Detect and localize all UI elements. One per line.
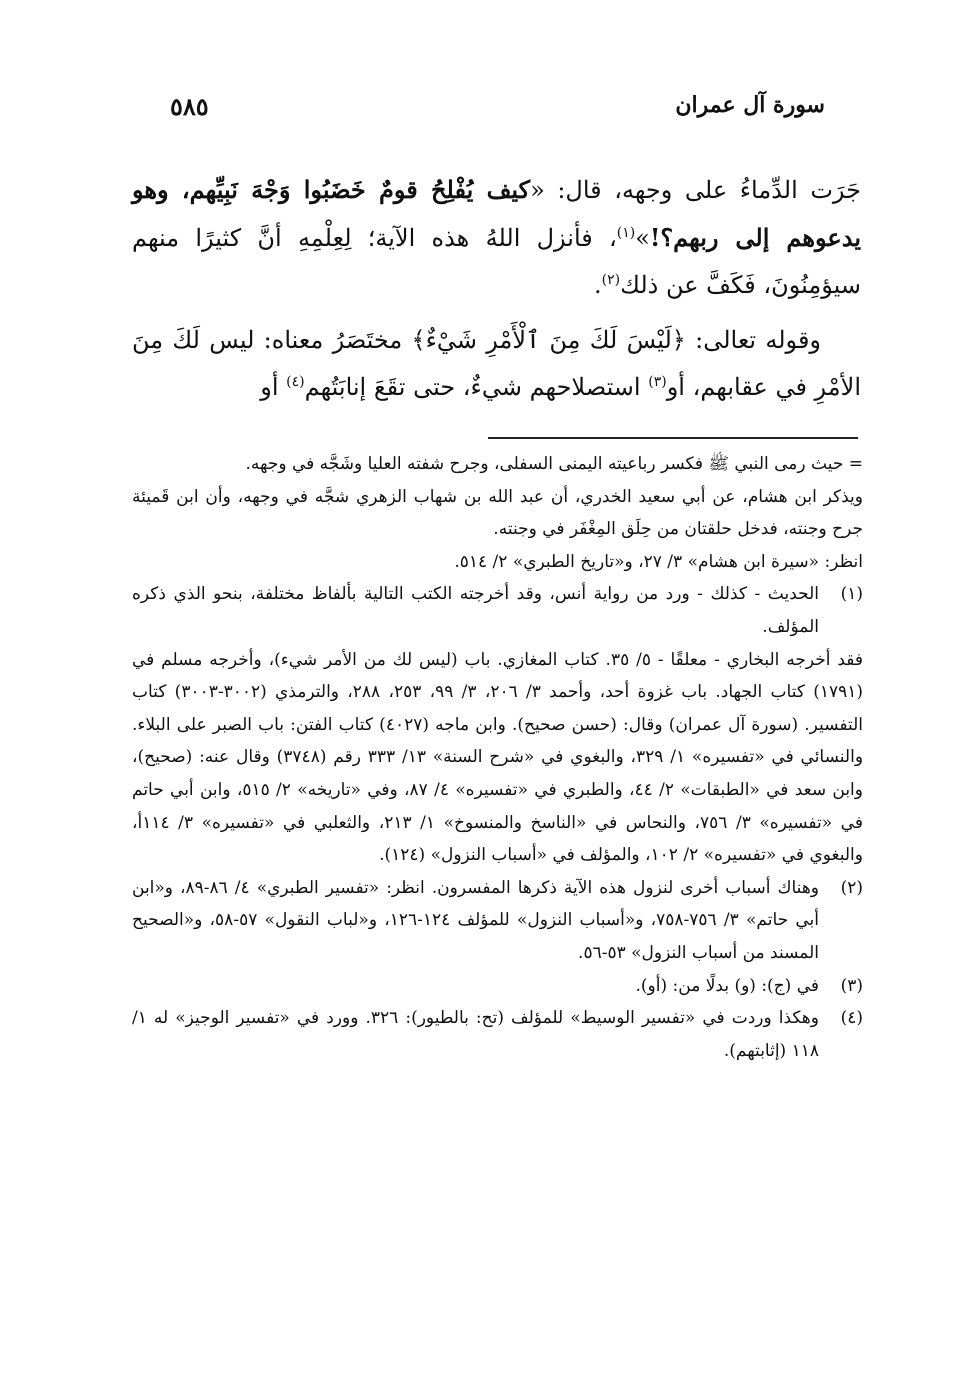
footnote-text: الحديث - كذلك - ورد من رواية أنس، وقد أخرجته الكتب التالية بألفاظ مختلفة، بنحو الذي ذكره المؤلف. [132,584,819,637]
text-run: . [594,271,602,299]
footnote-ref-2[interactable]: (٢) [601,272,621,288]
footnote-text: وهناك أسباب أخرى لنزول هذه الآية ذكرها المفسرون. انظر: «تفسير الطبري» ٤/ ٨٦-٨٩، و«ابن أبي حاتم» ٣/ ٧٥٦-٧٥٨، و«أسباب النزول» للمؤلف ١٢٤-١٢٦، و«لباب النقول» ٥٧-٥٨، و«الصحيح المسند من أسباب النزول» ٥٣-٥٦. [132,877,819,963]
text-run: ، فأنزل اللهُ هذه الآية؛ لِعِلْمِهِ أنَّ كثيرًا منهم سيؤمِنُونَ، فَكَفَّ عن ذلك [132,224,861,299]
footnote-number: (٢) [840,877,863,898]
text-run: استصلاحهم شيءٌ، حتى تقَعَ إنابَتُهم [304,373,649,401]
footnote-1 [132,578,863,643]
footnote-separator [488,437,858,439]
footnote-number: (٣) [840,975,863,996]
surah-title: سورة آل عمران [675,92,825,118]
page-header [150,92,825,136]
footnote-text: فقد أخرجه البخاري - معلقًا - ٥/ ٣٥. كتاب المغازي. باب (ليس لك من الأمر شيء)، وأخرجه مسلم في (١٧٩١) كتاب الجهاد. باب غزوة أحد، وأحمد ٣/ ٢٠٦، ٣/ ٩٩، ٢٥٣، ٢٨٨، والترمذي (٣٠٠٢-٣٠٠٣) كتاب التفسير. (سورة آل عمران) وقال: (حسن صحيح). وابن ماجه (٤٠٢٧) كتاب الفتن: باب الصبر على البلاء. والنسائي في «تفسيره» ١/ ٣٢٩، والبغوي في «شرح السنة» ١٣/ ٣٣٣ رقم (٣٧٤٨) وقال عنه: (صحيح)، وابن سعد في «الطبقات» ٢/ ٤٤، والطبري في «تفسيره» ٤/ ٨٧، وفي «تاريخه» ٢/ ٥١٥، وابن أبي حاتم في «تفسيره» ٣/ ٧٥٦، والنحاس في «الناسخ والمنسوخ» ١/ ٢١٣، والثعلبي في «تفسيره» ٣/ ١١٤أ، والبغوي في «تفسيره» ٢/ ١٠٢، والمؤلف في «أسباب النزول» (١٢٤). [132,649,864,866]
footnote-continuation: ويذكر ابن هشام، عن أبي سعيد الخدري، أن عبد الله بن شهاب الزهري شجَّه في وجهه، وأن ابن قَميئة جرح وجنته، فدخل حلقتان من حِلَق المِغْفَر في وجنته. [132,486,863,540]
footnote-body [132,578,819,643]
text-run: جَرَت الدِّماءُ على وجهه، قال: « [530,176,861,204]
footnote-continuation: = حيث رمى النبي ﷺ فكسر رباعيته اليمنى السفلى، وجرح شفته العليا وشَجَّه في وجهه. [245,454,863,474]
paragraph-1 [132,166,861,309]
footnote-continuation: انظر: «سيرة ابن هشام» ٣/ ٢٧، و«تاريخ الطبري» ٢/ ٥١٤. [454,551,863,572]
text-run: أو [260,373,287,401]
footnote-4 [132,1002,863,1067]
footnote-number: (٤) [840,1008,863,1029]
text-run: » [635,224,650,252]
hadith-quote: كيف يُفْلِحُ قومٌ خَضَبُوا وَجْهَ نَبِيِّهم، وهو يدعوهم إلى ربهم؟! [132,175,861,252]
footnote-number: (١) [840,584,863,605]
footnote-text: وهكذا وردت في «تفسير الوسيط» للمؤلف (تح: بالطيور): ٣٢٦. وورد في «تفسير الوجيز» له ١/ ١١٨ (إثابتهم). [132,1008,819,1061]
text-run: وقوله تعالى: ﴿لَيْسَ لَكَ مِنَ ٱلْأَمْرِ شَيْءٌ﴾ مختَصَرُ معناه: ليس لَكَ مِنَ الأمْرِ في عقابهم، أو [132,326,861,401]
main-text [132,166,861,411]
footnote-3 [132,970,863,1003]
page-number: ٥٨٥ [170,92,209,121]
footnote-ref-3[interactable]: (٣) [648,374,667,390]
footnote-2 [132,872,863,970]
footnote-ref-1[interactable]: (١) [616,225,636,241]
footnote-text: في (ج): (و) بدلًا من: (أو). [635,975,819,996]
paragraph-2 [132,317,861,411]
footnotes [132,448,863,1067]
footnote-ref-4[interactable]: (٤) [286,374,305,390]
